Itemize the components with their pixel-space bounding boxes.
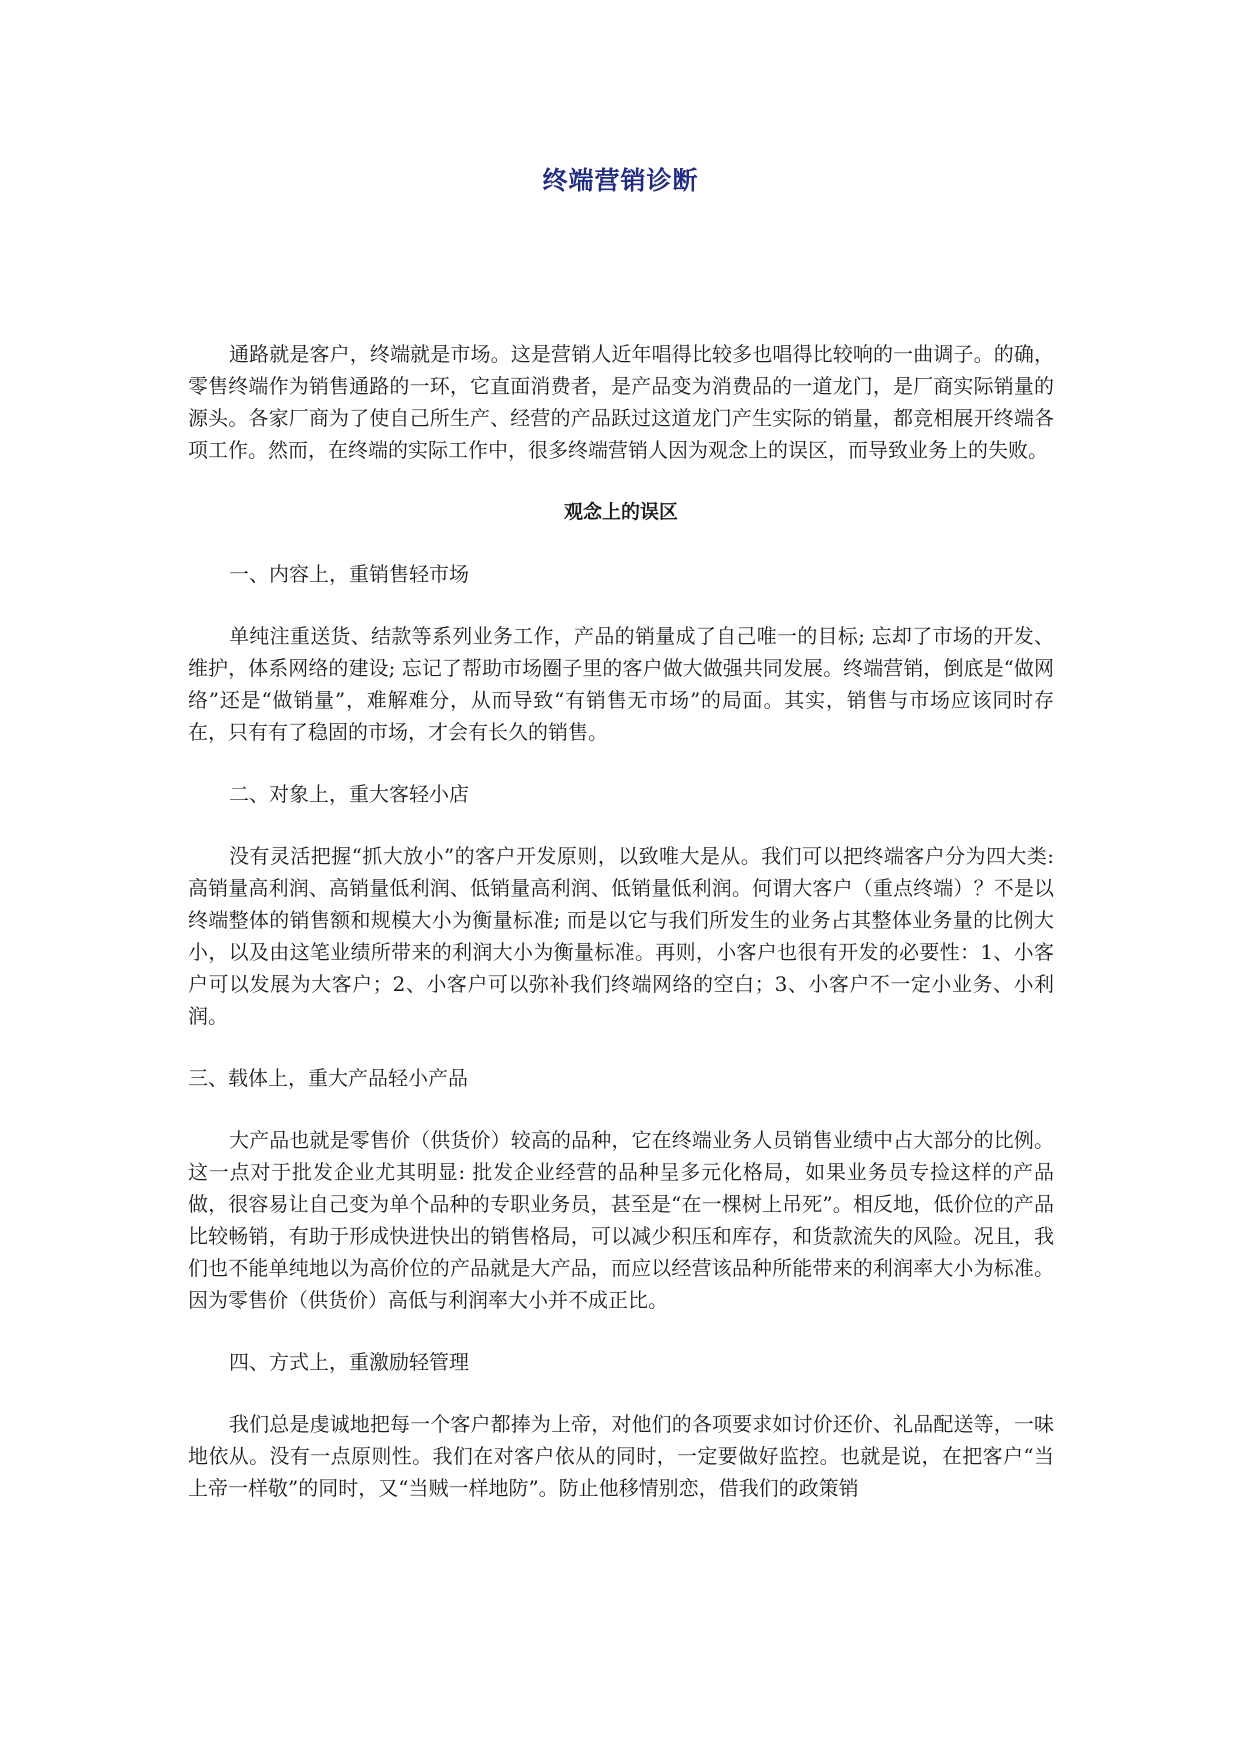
- item-heading-3: 三、载体上，重大产品轻小产品: [188, 1066, 468, 1090]
- intro-paragraph: 通路就是客户，终端就是市场。这是营销人近年唱得比较多也唱得比较响的一曲调子。的确，零售终端作为销售通路的一环，它直面消费者，是产品变为消费品的一道龙门，是厂商实际销量的源头。各家厂商为了使自己所生产、经营的产品跃过这道龙门产生实际的销量，都竞相展开终端各项工作。然而，在终端的实际工作中，很多终端营销人因为观念上的误区，而导致业务上的失败。: [188, 342, 1054, 462]
- item-body-1: 单纯注重送货、结款等系列业务工作，产品的销量成了自己唯一的目标; 忘却了市场的开发、维护，体系网络的建设; 忘记了帮助市场圈子里的客户做大做强共同发展。终端营销，倒底是“做网络”还是“做销量”，难解难分，从而导致“有销售无市场”的局面。其实，销售与市场应该同时存在，只有有了稳固的市场，才会有长久的销售。: [188, 624, 1054, 744]
- item-body-3: 大产品也就是零售价（供货价）较高的品种，它在终端业务人员销售业绩中占大部分的比例。这一点对于批发企业尤其明显: 批发企业经营的品种呈多元化格局，如果业务员专捡这样的产品做，很容易让自己变为单个品种的专职业务员，甚至是“在一棵树上吊死”。相反地，低价位的产品比较畅销，有助于形成快进快出的销售格局，可以减少积压和库存，和货款流失的风险。况且，我们也不能单纯地以为高价位的产品就是大产品，而应以经营该品种所能带来的利润率大小为标准。因为零售价（供货价）高低与利润率大小并不成正比。: [188, 1128, 1054, 1312]
- item-body-2: 没有灵活把握“抓大放小”的客户开发原则，以致唯大是从。我们可以把终端客户分为四大类: 高销量高利润、高销量低利润、低销量高利润、低销量低利润。何谓大客户（重点终端）？不是以终端整体的销售额和规模大小为衡量标准; 而是以它与我们所发生的业务占其整体业务量的比例大小，以及由这笔业绩所带来的利润大小为衡量标准。再则，小客户也很有开发的必要性：1、小客户可以发展为大客户；2、小客户可以弥补我们终端网络的空白；3、小客户不一定小业务、小利润。: [188, 844, 1054, 1028]
- item-body-4: 我们总是虔诚地把每一个客户都捧为上帝，对他们的各项要求如讨价还价、礼品配送等，一味地依从。没有一点原则性。我们在对客户依从的同时，一定要做好监控。也就是说，在把客户“当上帝一样敬”的同时，又“当贼一样地防”。防止他移情别恋，借我们的政策销: [188, 1412, 1054, 1500]
- item-heading-2: 二、对象上，重大客轻小店: [229, 782, 469, 806]
- section-heading: 观念上的误区: [563, 501, 678, 523]
- document-body: [188, 338, 1054, 1504]
- item-heading-1: 一、内容上，重销售轻市场: [229, 562, 469, 586]
- item-heading-4: 四、方式上，重激励轻管理: [229, 1350, 469, 1374]
- document-title: 终端营销诊断: [542, 166, 699, 195]
